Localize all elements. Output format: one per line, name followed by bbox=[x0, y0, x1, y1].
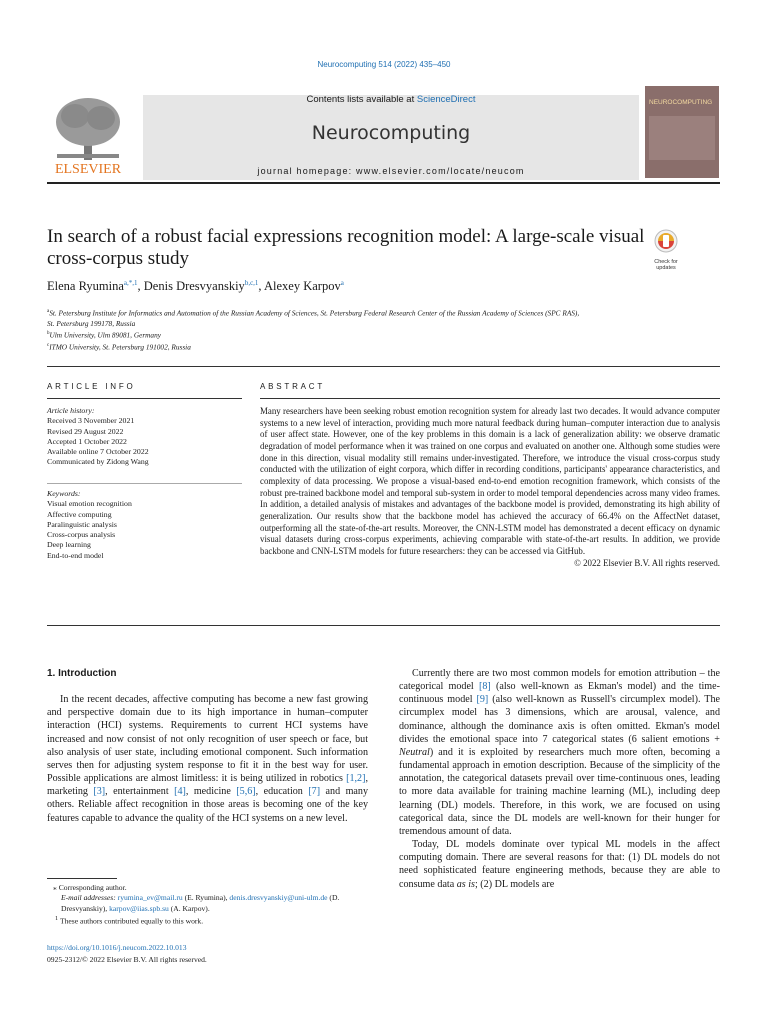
affiliations: $^a$St. Petersburg Institute for Informatics and Automation of the Russian Academy of Sciences, St. Petersburg Federal Research Center of the Russian Academy of Sciences (SPC RAS), St. Petersburg 199178, Russia $^b$Ulm University, Ulm 89081, Germany $^c$ITMO University, St. Petersburg 191002, Russia bbox=[47, 308, 580, 352]
keyword-item: Affective computing bbox=[47, 509, 112, 519]
footnote-rule bbox=[47, 878, 117, 879]
author-name[interactable]: Alexey Karpov bbox=[263, 279, 341, 294]
article-title: In search of a robust facial expressions recognition model: A large-scale visual cross-corpus study bbox=[47, 226, 645, 269]
contents-line: Contents lists available at ScienceDirect bbox=[306, 94, 476, 105]
doi-link[interactable]: https://doi.org/10.1016/j.neucom.2022.10.013 bbox=[47, 943, 187, 952]
history-item: Communicated by Zidong Wang bbox=[47, 457, 149, 467]
journal-reference[interactable]: Neurocomputing 514 (2022) 435–450 bbox=[317, 60, 451, 69]
author-affiliation-mark[interactable]: b,c,1 bbox=[244, 279, 259, 287]
elsevier-logo bbox=[47, 94, 129, 178]
affiliation-text: St. Petersburg Institute for Informatics and Automation of the Russian Academy of Sciences, St. Petersburg Federal Research Center of the Russian Academy of Sciences (SPC RAS), bbox=[49, 308, 580, 318]
keyword-item: Cross-corpus analysis bbox=[47, 530, 116, 540]
footnote-text: These authors contributed equally to this work. bbox=[59, 916, 204, 926]
info-rule bbox=[47, 483, 242, 484]
keywords: Keywords: Visual emotion recognition Affective computing Paralinguistic analysis Cross-corpus analysis Deep learning End-to-end model bbox=[47, 489, 227, 561]
keyword-item: Visual emotion recognition bbox=[47, 499, 132, 509]
keyword-item: Deep learning bbox=[47, 540, 91, 550]
journal-homepage[interactable]: journal homepage: www.elsevier.com/locate/neucom bbox=[257, 166, 525, 176]
author-name[interactable]: Elena Ryumina bbox=[47, 279, 124, 294]
author-affiliation-mark[interactable]: a bbox=[340, 279, 344, 287]
email-link[interactable]: ryumina_ev@mail.ru bbox=[117, 893, 183, 903]
affiliation-text: ITMO University, St. Petersburg 191002, Russia bbox=[49, 342, 191, 352]
check-updates-badge[interactable] bbox=[648, 228, 684, 271]
issn-line: 0925-2312/© 2022 Elsevier B.V. All rights reserved. bbox=[47, 955, 207, 964]
left-column bbox=[47, 667, 368, 825]
paragraph: In the recent decades, affective computing has become a new fast growing and perspective domain due to its high importance in human–computer interaction (HCI) systems. Requirements to current HCI systems have increased and now consist of not only recognition of user speech or face, but also analysis of user state, including emotional component. Such information serves then for adjusting system response to fit it in the best way for user. Possible applications are almost limitless: it is being utilized in robotics [1,2], marketing [3], entertainment [4], medicine [5,6], education [7] and many others. Reliable affect recognition in those areas is becoming one of the key features capable to advance the quality of the HCI systems on a new level. bbox=[47, 694, 368, 824]
publisher-name: ELSEVIER bbox=[54, 162, 122, 177]
author-list: Elena Ryumina$^{a,*,1}$, Denis Dresvyanskiy$^{b,c,1}$, Alexey Karpov$^a$ bbox=[47, 279, 344, 294]
footnotes: ⁎ Corresponding author. E-mail addresses: ryumina_ev@mail.ru (E. Ryumina), denis.dresvyanskiy@uni-ulm.de (D. Dresvyanskiy), karpov@iias.spb.su (A. Karpov). $^1$ These authors contributed equally to this work. bbox=[53, 883, 340, 926]
history-item: Revised 29 August 2022 bbox=[47, 426, 124, 436]
history-item: Available online 7 October 2022 bbox=[47, 447, 149, 457]
abstract-text: Many researchers have been seeking robust emotion recognition system for already last two decades. It would advance computer systems to a new level of interaction, providing much more natural feedback during human–computer interaction due to analysis of user affect state. However, one of the key problems in this domain is a lack of generalization ability: we observe dramatic degradation of model performance when it was trained on one corpus and evaluated on another one. Although some studies were done in this direction, visual modality still remains under-investigated. Therefore, we introduce the visual cross-corpus study conducted with the utilization of eight corpora, which differ in recording conditions, participants' appearance characteristics, and complexity of data processing. We propose a visual-based end-to-end emotion recognition framework, which consists of the robust pre-trained backbone model and temporal sub-system in order to model temporal dependencies across many video frames. In addition, a detailed analysis of mistakes and advantages of the backbone model is provided, demonstrating its high ability of generalization. Our results show that the backbone model has achieved the accuracy of 66.4% on the AffectNet dataset, outperforming all the state-of-the-art results. Moreover, the CNN-LSTM model has demonstrated a decent efficacy on dynamic visual datasets during cross-corpus experiments, achieving comparable with state-of-the-art results. In addition, we provide backbone and CNN-LSTM models for future researchers: they can be accessed via GitHub. bbox=[260, 406, 720, 556]
sciencedirect-link[interactable]: ScienceDirect bbox=[416, 94, 476, 105]
footnote-text: Corresponding author. bbox=[58, 883, 127, 892]
abstract-copyright: © 2022 Elsevier B.V. All rights reserved. bbox=[574, 557, 720, 568]
abstract-rule bbox=[260, 398, 720, 399]
email-link[interactable]: karpov@iias.spb.su bbox=[109, 903, 169, 913]
info-rule bbox=[47, 398, 242, 399]
affiliation-text: Ulm University, Ulm 89081, Germany bbox=[49, 330, 161, 340]
citation-link[interactable]: [9] bbox=[476, 694, 489, 706]
history-item: Accepted 1 October 2022 bbox=[47, 436, 127, 446]
citation-link[interactable]: [8] bbox=[478, 681, 491, 693]
citation-link[interactable]: [5,6] bbox=[236, 786, 256, 798]
citation-link[interactable]: [7] bbox=[308, 786, 321, 798]
article-history: Article history: Received 3 November 2021 Revised 29 August 2022 Accepted 1 October 2022 Available online 7 October 2022 Communicated by Zidong Wang bbox=[47, 406, 227, 468]
affiliation-text: St. Petersburg 199178, Russia bbox=[47, 318, 136, 328]
section-rule bbox=[47, 625, 720, 626]
check-updates-icon bbox=[648, 228, 684, 254]
keyword-item: End-to-end model bbox=[47, 550, 104, 560]
section-rule bbox=[47, 366, 720, 367]
cover-title: NEUROCOMPUTING bbox=[649, 99, 713, 106]
keyword-item: Paralinguistic analysis bbox=[47, 519, 117, 529]
abstract-body bbox=[260, 406, 720, 569]
abstract-heading: ABSTRACT bbox=[260, 382, 326, 391]
paragraph: Today, DL models dominate over typical ML models in the affect computing domain. There are several reasons for that: (1) DL models do not need sophisticated feature engineering methods, because they are able to consume data as is; (2) DL models are bbox=[399, 839, 720, 890]
right-column bbox=[399, 667, 720, 891]
section-heading: 1. Introduction bbox=[47, 668, 117, 679]
journal-name: Neurocomputing bbox=[311, 122, 471, 144]
check-updates-label: Check for updates bbox=[654, 259, 678, 271]
header-rule bbox=[47, 182, 720, 184]
journal-cover bbox=[645, 86, 719, 178]
citation-link[interactable]: [4] bbox=[174, 786, 186, 798]
article-info-heading: ARTICLE INFO bbox=[47, 382, 136, 391]
history-item: Received 3 November 2021 bbox=[47, 416, 135, 426]
email-link[interactable]: denis.dresvyanskiy@uni-ulm.de bbox=[229, 893, 328, 903]
author-name[interactable]: Denis Dresvyanskiy bbox=[143, 279, 245, 294]
paragraph: Currently there are two most common models for emotion attribution – the categorical model [8] (also well-known as Ekman's model) and the time-continuous model [9] (also well-known as Russell's circumplex model). The circumplex model has 3 dimensions, which are arousal, valence, and dominance, although the dominance axis is often omitted. Ekman's model divides the emotional space into 7 categorical states (6 salient emotions + Neutral) and it is exploited by researchers much more often, becoming a fundamental approach in emotion description. Because of the simplicity of the annotation, the categorical datasets prevail over time-continuous ones, leading to more data available for training machine learning (ML), including deep learning (DL) models. Therefore, in this work, we are focused on using categorical data, since the DL models are well-known for their hunger for tremendous amount of data. bbox=[399, 668, 720, 837]
citation-link[interactable]: [3] bbox=[93, 786, 106, 798]
author-affiliation-mark[interactable]: a,*,1 bbox=[123, 279, 138, 287]
citation-link[interactable]: [1,2] bbox=[346, 773, 366, 785]
